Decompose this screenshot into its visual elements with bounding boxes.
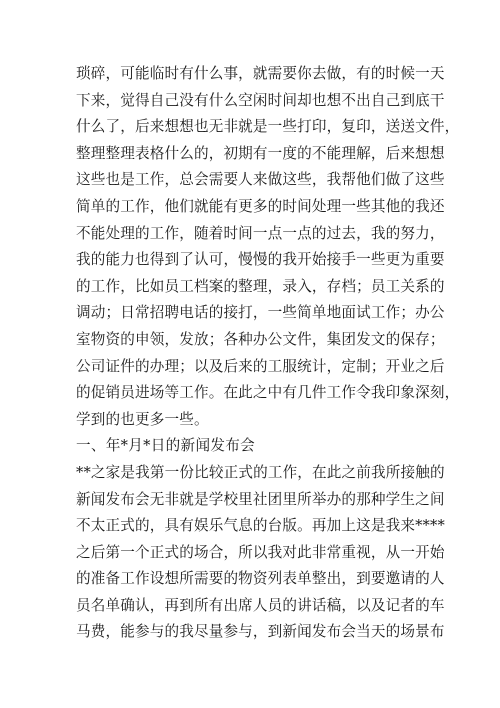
text-line: 不太正式的，具有娱乐气息的台版。再加上这是我来**** [76,517,445,535]
text-line: 的促销员进场等工作。在此之中有几件工作令我印象深刻， [76,384,460,402]
text-line: 员名单确认，再到所有出席人员的讲话稿，以及记者的车 [76,596,445,614]
text-line: 室物资的申领，发放；各种办公文件，集团发文的保存； [76,330,445,348]
text-line: 下来，觉得自己没有什么空闲时间却也想不出自己到底干 [76,91,445,109]
text-line: 新闻发布会无非就是学校里社团里所举办的那种学生之间 [76,490,445,508]
text-line: 的准备工作设想所需要的物资列表单整出，到要邀请的人 [76,570,445,588]
text-line: 整理整理表格什么的，初期有一度的不能理解，后来想想 [76,144,445,162]
text-line: 调动；日常招聘电话的接打，一些简单地面试工作；办公 [76,304,445,322]
text-line: **之家是我第一份比较正式的工作，在此之前我所接触的 [76,463,445,481]
text-line: 不能处理的工作，随着时间一点一点的过去，我的努力， [76,224,445,242]
text-line: 的工作，比如员工档案的整理，录入，存档；员工关系的 [76,277,445,295]
text-line: 琐碎，可能临时有什么事，就需要你去做，有的时候一天 [76,65,445,82]
text-line: 什么了，后来想想也无非就是一些打印，复印，送送文件， [76,118,460,136]
text-line: 我的能力也得到了认可，慢慢的我开始接手一些更为重要 [76,251,445,269]
text-line: 马费，能参与的我尽量参与，到新闻发布会当天的场景布 [76,623,445,641]
document-body [76,61,460,646]
text-line: 公司证件的办理；以及后来的工服统计，定制；开业之后 [76,357,445,375]
section-heading: 一、年*月*日的新闻发布会 [76,437,256,455]
text-line: 之后第一个正式的场合，所以我对此非常重视，从一开始 [76,543,445,561]
text-line: 这些也是工作，总会需要人来做这些，我帮他们做了这些 [76,171,445,189]
text-line: 简单的工作，他们就能有更多的时间处理一些其他的我还 [76,197,445,215]
text-line: 学到的也更多一些。 [76,410,209,428]
